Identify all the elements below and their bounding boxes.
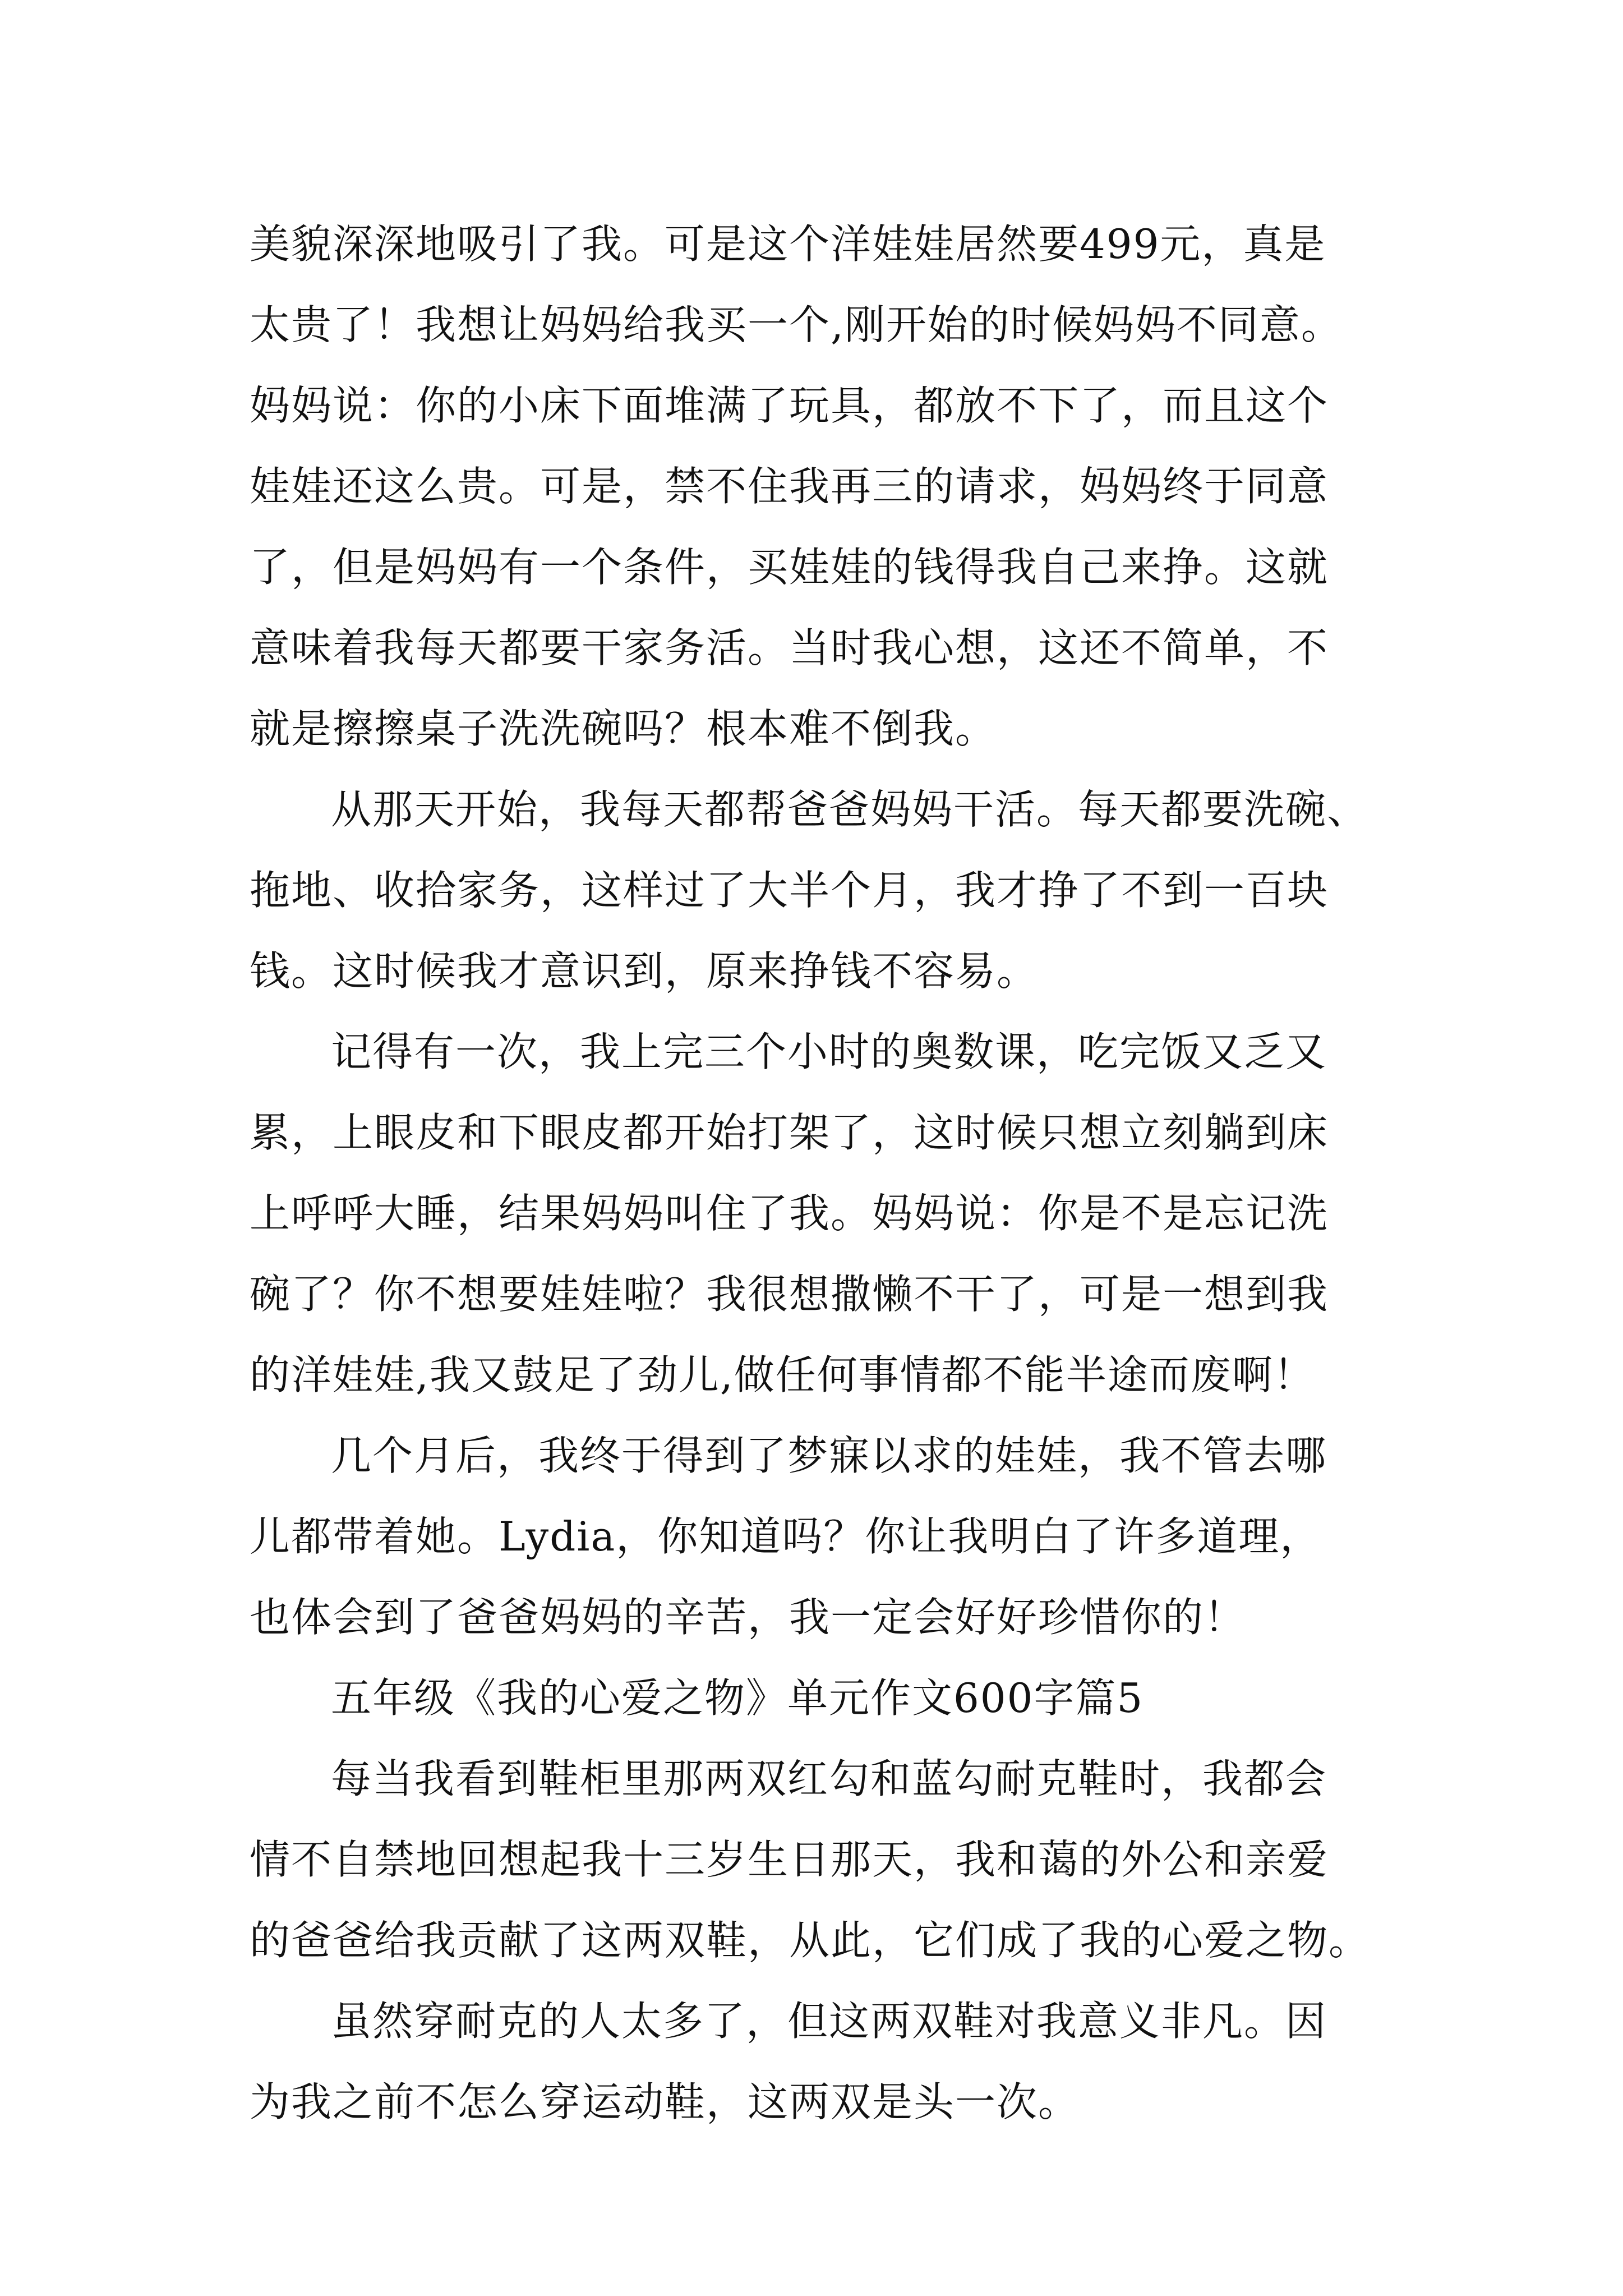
section-heading: 五年级《我的心爱之物》单元作文600字篇5 <box>331 1674 1144 1722</box>
text-line: 太贵了！我想让妈妈给我买一个,刚开始的时候妈妈不同意。 <box>250 301 1343 348</box>
text-line: 碗了？你不想要娃娃啦？我很想撒懒不干了，可是一想到我 <box>250 1271 1329 1318</box>
text-line: 拖地、收拾家务，这样过了大半个月，我才挣了不到一百块 <box>250 867 1329 914</box>
text-line: 的洋娃娃,我又鼓足了劲儿,做任何事情都不能半途而废啊！ <box>250 1351 1315 1398</box>
text-line: 几个月后，我终于得到了梦寐以求的娃娃，我不管去哪 <box>331 1432 1327 1479</box>
text-line: 美貌深深地吸引了我。可是这个洋娃娃居然要499元，真是 <box>250 220 1326 268</box>
text-line: 娃娃还这么贵。可是，禁不住我再三的请求，妈妈终于同意 <box>250 463 1329 510</box>
text-line: 就是擦擦桌子洗洗碗吗？根本难不倒我。 <box>250 705 997 752</box>
text-line: 妈妈说：你的小床下面堆满了玩具，都放不下了，而且这个 <box>250 382 1329 429</box>
text-line: 上呼呼大睡，结果妈妈叫住了我。妈妈说：你是不是忘记洗 <box>250 1190 1329 1237</box>
text-line: 每当我看到鞋柜里那两双红勾和蓝勾耐克鞋时，我都会 <box>331 1755 1327 1802</box>
text-line: 意味着我每天都要干家务活。当时我心想，这还不简单，不 <box>250 624 1329 671</box>
text-line: 的爸爸给我贡献了这两双鞋，从此，它们成了我的心爱之物。 <box>250 1917 1371 1964</box>
text-line: 钱。这时候我才意识到，原来挣钱不容易。 <box>250 947 1039 995</box>
text-line: 情不自禁地回想起我十三岁生日那天，我和蔼的外公和亲爱 <box>250 1836 1329 1883</box>
text-line: 从那天开始，我每天都帮爸爸妈妈干活。每天都要洗碗、 <box>331 786 1369 833</box>
text-line: 为我之前不怎么穿运动鞋，这两双是头一次。 <box>250 2078 1080 2125</box>
text-line: 虽然穿耐克的人太多了，但这两双鞋对我意义非凡。因 <box>331 1998 1327 2045</box>
text-line: 记得有一次，我上完三个小时的奥数课，吃完饭又乏又 <box>331 1028 1327 1075</box>
text-line: 了，但是妈妈有一个条件，买娃娃的钱得我自己来挣。这就 <box>250 544 1329 591</box>
text-line: 儿都带着她。Lydia，你知道吗？你让我明白了许多道理， <box>250 1513 1322 1560</box>
text-line: 累，上眼皮和下眼皮都开始打架了，这时候只想立刻躺到床 <box>250 1109 1329 1156</box>
text-line: 也体会到了爸爸妈妈的辛苦，我一定会好好珍惜你的！ <box>250 1594 1246 1641</box>
